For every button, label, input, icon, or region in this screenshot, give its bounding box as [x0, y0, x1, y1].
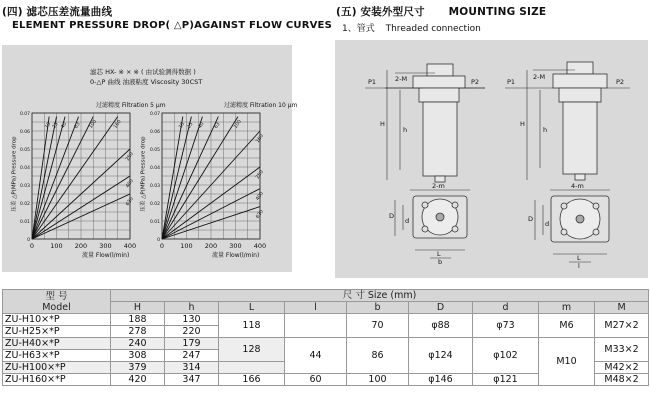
y-tick-label: 0 — [27, 238, 30, 243]
dimension-table — [2, 289, 649, 386]
y-tick-label: 0.01 — [149, 220, 160, 225]
section4-heading: (四) 滤芯压差流量曲线 — [2, 6, 113, 18]
label-L-left: L — [437, 250, 441, 258]
col-d: d — [473, 302, 539, 314]
series-label: 250 — [255, 169, 265, 181]
label-H-right: H — [520, 120, 525, 128]
series-label: 630 — [255, 209, 265, 220]
filter-housing-right — [553, 62, 607, 180]
label-D-right: D — [528, 215, 534, 223]
pressure-drop-charts — [2, 45, 292, 272]
section5-heading — [336, 4, 546, 19]
y-tick-label: 0.03 — [149, 184, 160, 189]
chart1-filtration-label: 过滤精度 Filtration 5 μm — [96, 102, 166, 109]
cell-H: 188 — [111, 314, 165, 326]
cell-h: 347 — [165, 374, 219, 386]
series-line — [162, 117, 238, 239]
threaded-connection-label — [342, 21, 481, 34]
y-tick-label: 0.05 — [19, 148, 30, 153]
cell-l: 44 — [285, 338, 347, 374]
col-L: L — [219, 302, 285, 314]
cell-M: M48×2 — [595, 374, 649, 386]
mounting-drawing-panel — [335, 40, 648, 278]
series-label: 40 — [197, 121, 206, 130]
y-tick-label: 0.06 — [19, 130, 30, 135]
series-line — [32, 117, 93, 239]
label-p1-left: P1 — [368, 78, 377, 86]
cell-M: M42×2 — [595, 362, 649, 374]
cell-H: 308 — [111, 350, 165, 362]
cell-L: 118 — [219, 314, 285, 338]
label-p2-left: P2 — [471, 78, 480, 86]
filter-bottom-view-left — [413, 196, 467, 238]
col-H: H — [111, 302, 165, 314]
model-header-cn: 型 号 — [45, 290, 68, 302]
series-label: 250 — [125, 151, 135, 163]
model-header — [3, 290, 111, 314]
filter-bottom-view-right — [551, 196, 609, 242]
model-header-en: Model — [42, 301, 71, 313]
label-l-right: l — [578, 262, 580, 270]
cell-D: φ146 — [409, 374, 473, 386]
x-tick-label: 400 — [123, 242, 137, 250]
col-h: h — [165, 302, 219, 314]
chart1-ylabel: 压差 △P(MPa) Pressure drop — [11, 136, 18, 212]
chart2-xlabel: 流量 Flow(l/min) — [212, 252, 260, 259]
cell-h: 314 — [165, 362, 219, 374]
y-tick-label: 0.07 — [19, 112, 30, 117]
cell-L: 166 — [219, 374, 285, 386]
cell-h: 220 — [165, 326, 219, 338]
cell-b: 100 — [347, 374, 409, 386]
label-2m-right: 2-M — [533, 73, 546, 81]
col-D: D — [409, 302, 473, 314]
series-label: 630 — [125, 196, 135, 208]
label-d-left: d — [405, 217, 410, 225]
cell-m: M6 — [539, 314, 595, 338]
series-label: 400 — [125, 178, 135, 190]
y-tick-label: 0.01 — [19, 220, 30, 225]
cell-L — [219, 362, 285, 374]
series-line — [162, 117, 183, 239]
series-label: 160 — [255, 133, 265, 145]
cell-h: 247 — [165, 350, 219, 362]
x-tick-label: 200 — [204, 242, 218, 250]
size-header: 尺 寸 Size (mm) — [111, 290, 649, 302]
x-tick-label: 100 — [50, 242, 63, 250]
threaded-connection-cn: 1、管式 — [342, 24, 375, 34]
x-tick-label: 100 — [180, 242, 193, 250]
y-tick-label: 0.05 — [149, 148, 160, 153]
label-D-left: D — [389, 212, 395, 220]
model-cell: ZU-H40×*P — [3, 338, 111, 350]
col-m: m — [539, 302, 595, 314]
model-cell: ZU-H160×*P — [3, 374, 111, 386]
series-line — [32, 117, 49, 239]
y-tick-label: 0 — [157, 238, 160, 243]
chart-title: 滤芯 HX- ※ × ※ ( 由试验测得数据 ) — [90, 68, 196, 76]
label-H-left: H — [380, 120, 385, 128]
col-b: b — [347, 302, 409, 314]
y-tick-label: 0.06 — [149, 130, 160, 135]
col-M: M — [595, 302, 649, 314]
series-label: 100 — [88, 119, 99, 130]
cell-D: φ124 — [409, 338, 473, 374]
x-tick-label: 300 — [99, 242, 112, 250]
chart2-filtration-label: 过滤精度 Filtration 10 μm — [224, 102, 298, 109]
threaded-connection-en: Threaded connection — [385, 24, 481, 34]
series-line — [32, 117, 118, 239]
label-p1-right: P1 — [507, 78, 516, 86]
series-label: 10 — [178, 121, 186, 130]
label-2m-left: 2-M — [395, 75, 408, 83]
series-label: 400 — [255, 191, 265, 202]
cell-h: 130 — [165, 314, 219, 326]
cell-d: φ121 — [473, 374, 539, 386]
x-tick-label: 300 — [229, 242, 242, 250]
series-label: 160 — [113, 119, 123, 130]
series-label: 25 — [186, 121, 195, 130]
y-tick-label: 0.07 — [149, 112, 160, 117]
label-p2-right: P2 — [616, 78, 625, 86]
chart1-xlabel: 流量 Flow(l/min) — [82, 252, 130, 259]
cell-m: M10 — [539, 338, 595, 386]
model-cell: ZU-H10×*P — [3, 314, 111, 326]
model-cell: ZU-H63×*P — [3, 350, 111, 362]
series-label: 25 — [52, 121, 60, 130]
series-label: 63 — [213, 121, 222, 130]
series-label: 63 — [74, 121, 82, 130]
cell-H: 420 — [111, 374, 165, 386]
series-label: 10 — [44, 121, 53, 130]
cell-b: 70 — [347, 314, 409, 338]
y-tick-label: 0.04 — [19, 166, 30, 171]
chart2-ylabel: 压差 △P(MPa) Pressure drop — [140, 136, 147, 212]
label-2m-bottom: 2-m — [432, 182, 445, 190]
cell-d: φ73 — [473, 314, 539, 338]
cell-M: M27×2 — [595, 314, 649, 338]
mounting-drawings — [335, 40, 648, 278]
pressure-drop-subheading: ELEMENT PRESSURE DROP( △P)AGAINST FLOW CURVES — [12, 20, 332, 31]
x-tick-label: 0 — [159, 242, 165, 250]
label-L-right: L — [577, 254, 581, 262]
cell-b: 86 — [347, 338, 409, 374]
cell-h: 179 — [165, 338, 219, 350]
chart-subtitle: 0-△P 曲线 油液粘度 Viscosity 30CST — [90, 78, 203, 86]
y-tick-label: 0.03 — [19, 184, 30, 189]
y-tick-label: 0.04 — [149, 166, 160, 171]
cell-L: 128 — [219, 338, 285, 362]
series-line — [162, 117, 218, 239]
label-h-right: h — [543, 126, 548, 134]
cell-H: 278 — [111, 326, 165, 338]
x-tick-label: 0 — [29, 242, 35, 250]
cell-d: φ102 — [473, 338, 539, 374]
cell-H: 379 — [111, 362, 165, 374]
series-label: 40 — [60, 121, 69, 130]
label-d-right: d — [545, 220, 550, 228]
section5-heading-cn: (五) 安装外型尺寸 — [336, 6, 425, 18]
label-4m-bottom: 4-m — [571, 182, 584, 190]
cell-l: 60 — [285, 374, 347, 386]
model-cell: ZU-H100×*P — [3, 362, 111, 374]
cell-l — [285, 314, 347, 338]
cell-D: φ88 — [409, 314, 473, 338]
y-tick-label: 0.02 — [19, 202, 30, 207]
col-l: l — [285, 302, 347, 314]
label-b-left: b — [438, 258, 443, 266]
section5-heading-en: MOUNTING SIZE — [448, 6, 547, 18]
chart-panel — [2, 45, 298, 272]
label-h-left: h — [403, 126, 408, 134]
cell-H: 240 — [111, 338, 165, 350]
x-tick-label: 200 — [74, 242, 88, 250]
model-cell: ZU-H25×*P — [3, 326, 111, 338]
series-line — [162, 117, 202, 239]
y-tick-label: 0.02 — [149, 202, 160, 207]
x-tick-label: 400 — [253, 242, 267, 250]
series-label: 100 — [233, 119, 243, 130]
cell-M: M33×2 — [595, 338, 649, 362]
